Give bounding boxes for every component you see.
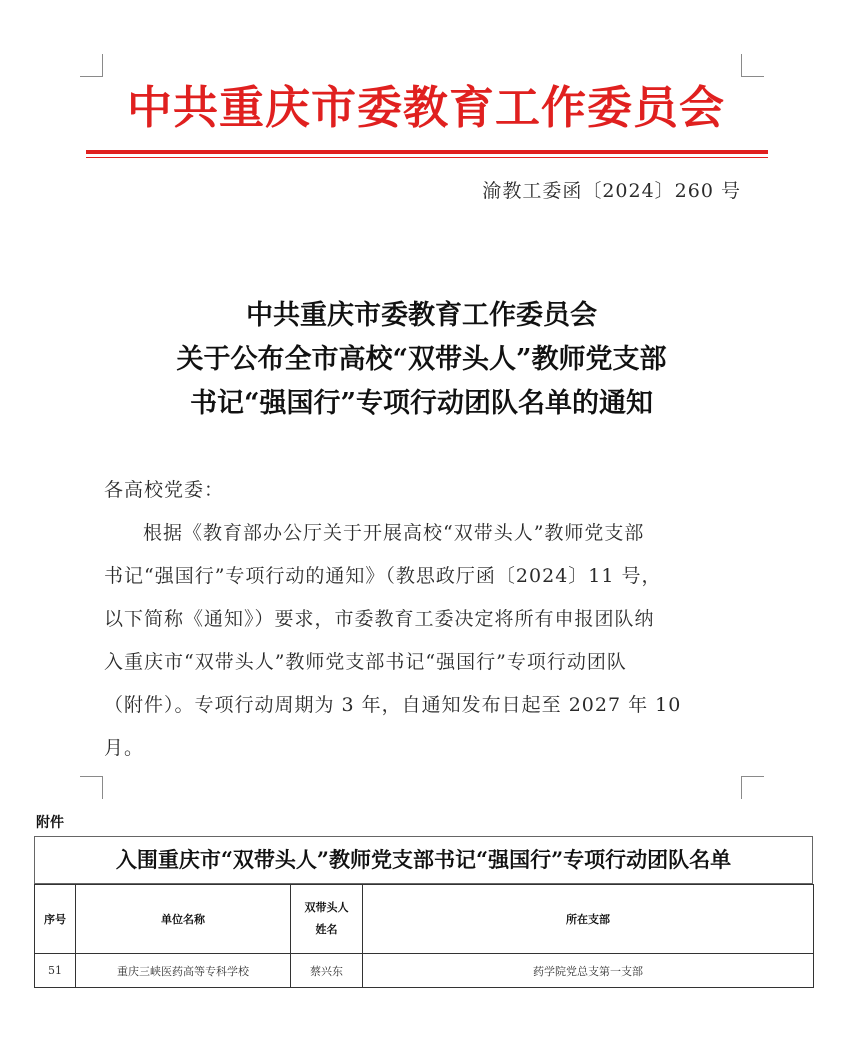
- red-rule-thick: [86, 150, 768, 154]
- header-branch: 所在支部: [363, 885, 814, 954]
- attachment-label: 附件: [36, 815, 64, 831]
- document-number: 渝教工委函〔2024〕260 号: [482, 180, 741, 202]
- header-leader-line1: 双带头人: [304, 901, 349, 914]
- body-line: 入重庆市“双带头人”教师党支部书记“强国行”专项行动团队: [104, 651, 627, 673]
- body-line: 书记“强国行”专项行动的通知》（教思政厅函〔2024〕11 号，: [104, 565, 662, 587]
- org-header: 中共重庆市委教育工作委员会: [126, 81, 725, 134]
- table-row: [35, 954, 814, 988]
- cell-leader: 蔡兴东: [291, 954, 363, 988]
- header-seq: 序号: [35, 885, 76, 954]
- header-unit: 单位名称: [76, 885, 291, 954]
- header-leader: [291, 885, 363, 954]
- roster-table: [34, 884, 814, 988]
- header-leader-line2: 姓名: [315, 923, 338, 936]
- corner-mark-bottom-left: [80, 776, 103, 799]
- body-line: （附件）。专项行动周期为 3 年，自通知发布日起至 2027 年 10: [104, 694, 682, 716]
- salutation: 各高校党委：: [104, 479, 225, 501]
- title-line: 中共重庆市委教育工作委员会: [246, 300, 597, 331]
- document-title: [60, 294, 783, 426]
- title-line: 书记“强国行”专项行动团队名单的通知: [189, 388, 654, 419]
- table-header-row: [35, 885, 814, 954]
- red-rule-thin: [86, 157, 768, 158]
- body-line: 月。: [104, 737, 145, 759]
- cell-unit: 重庆三峡医药高等专科学校: [76, 954, 291, 988]
- body-line: 根据《教育部办公厅关于开展高校“双带头人”教师党支部: [143, 522, 645, 544]
- cell-branch: 药学院党总支第一支部: [363, 954, 814, 988]
- corner-mark-bottom-right: [741, 776, 764, 799]
- cell-seq: 51: [35, 954, 76, 988]
- roster-title: 入围重庆市“双带头人”教师党支部书记“强国行”专项行动团队名单: [34, 836, 813, 884]
- body-line: 以下简称《通知》）要求，市委教育工委决定将所有申报团队纳: [104, 608, 655, 630]
- title-line: 关于公布全市高校“双带头人”教师党支部: [176, 344, 667, 375]
